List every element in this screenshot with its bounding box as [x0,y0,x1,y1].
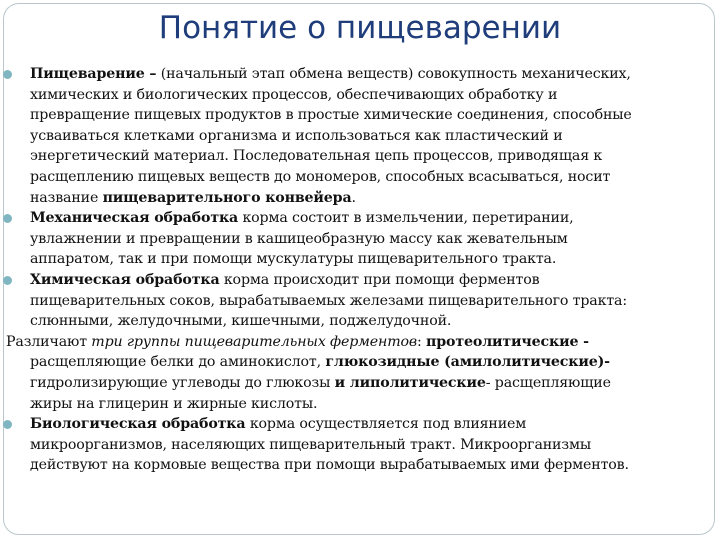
term-mechanical: Механическая обработка [30,210,239,227]
text-line [6,373,712,394]
bullet-icon [3,70,12,79]
text-line [30,64,712,85]
text-fragment: корма состоит в измельчении, перетирании, [238,210,574,227]
text-line: действуют на кормовые вещества при помощи вырабатываемых ими ферментов. [30,457,629,474]
bullet-digestion [6,64,712,208]
text-line: энергетический материал. Последовательная цепь процессов, приводящая к [30,148,603,165]
bullet-icon [3,420,12,429]
bullet-icon [3,276,12,285]
italic-enzyme-groups: три группы пищеварительных ферментов [91,333,418,350]
term-conveyor: пищеварительного конвейера [102,189,352,206]
term-lipolytic: и липолитические [334,374,486,391]
text-line: усваиваться клетками организма и использоваться как пластический и [30,127,563,144]
term-glucosidic: глюкозидные (амилолитические)- [325,354,610,371]
text-fragment: расщепляющие белки до аминокислот, [30,354,326,371]
text-line: пищеварительных соков, вырабатываемых железами пищеварительного тракта: [30,292,627,309]
text-fragment: корма осуществляется под влиянием [245,416,527,433]
text-fragment: - расщепляющие [485,374,611,391]
text-line: увлажнении и превращении в кашицеобразную массу как жевательным [30,230,568,247]
slide-title: Понятие о пищеварении [158,10,562,46]
term-digestion: Пищеварение – [30,66,157,82]
text-fragment: гидролизирующие углеводы до глюкозы [30,374,335,391]
text-line: аппаратом, так и при помощи мускулатуры пищеварительного тракта. [30,251,557,268]
text-line [30,414,712,435]
text-line [30,188,712,209]
text-line [6,352,712,373]
text-fragment: корма происходит при помощи ферментов [219,271,540,288]
text-fragment: (начальный этап обмена веществ) совокупность механических, [156,66,631,82]
text-line: жиры на глицерин и жирные кислоты. [30,395,318,412]
text-fragment: : [417,333,427,350]
text-line: расщеплению пищевых веществ до мономеров, способных всасываться, носит [30,168,611,185]
text-line: химических и биологических процессов, обеспечивающих обработку и [30,86,558,103]
text-fragment: . [351,189,356,206]
text-fragment: название [30,189,103,206]
text-line [30,208,712,229]
text-line: превращение пищевых продуктов в простые химические соединения, способные [30,107,632,124]
paragraph-enzyme-groups [6,332,712,414]
text-line: микроорганизмов, населяющих пищеварительный тракт. Микроорганизмы [30,436,591,453]
text-line: слюнными, желудочными, кишечными, поджелудочной. [30,313,452,330]
bullet-biological [6,414,712,476]
term-chemical: Химическая обработка [30,271,220,288]
term-biological: Биологическая обработка [30,416,246,433]
slide-content [6,64,712,476]
text-fragment: Различают [6,333,92,350]
text-line [30,270,712,291]
text-line [6,332,712,353]
bullet-chemical [6,270,712,332]
bullet-mechanical [6,208,712,270]
term-proteolytic: протеолитические - [426,333,589,350]
bullet-icon [3,214,12,223]
